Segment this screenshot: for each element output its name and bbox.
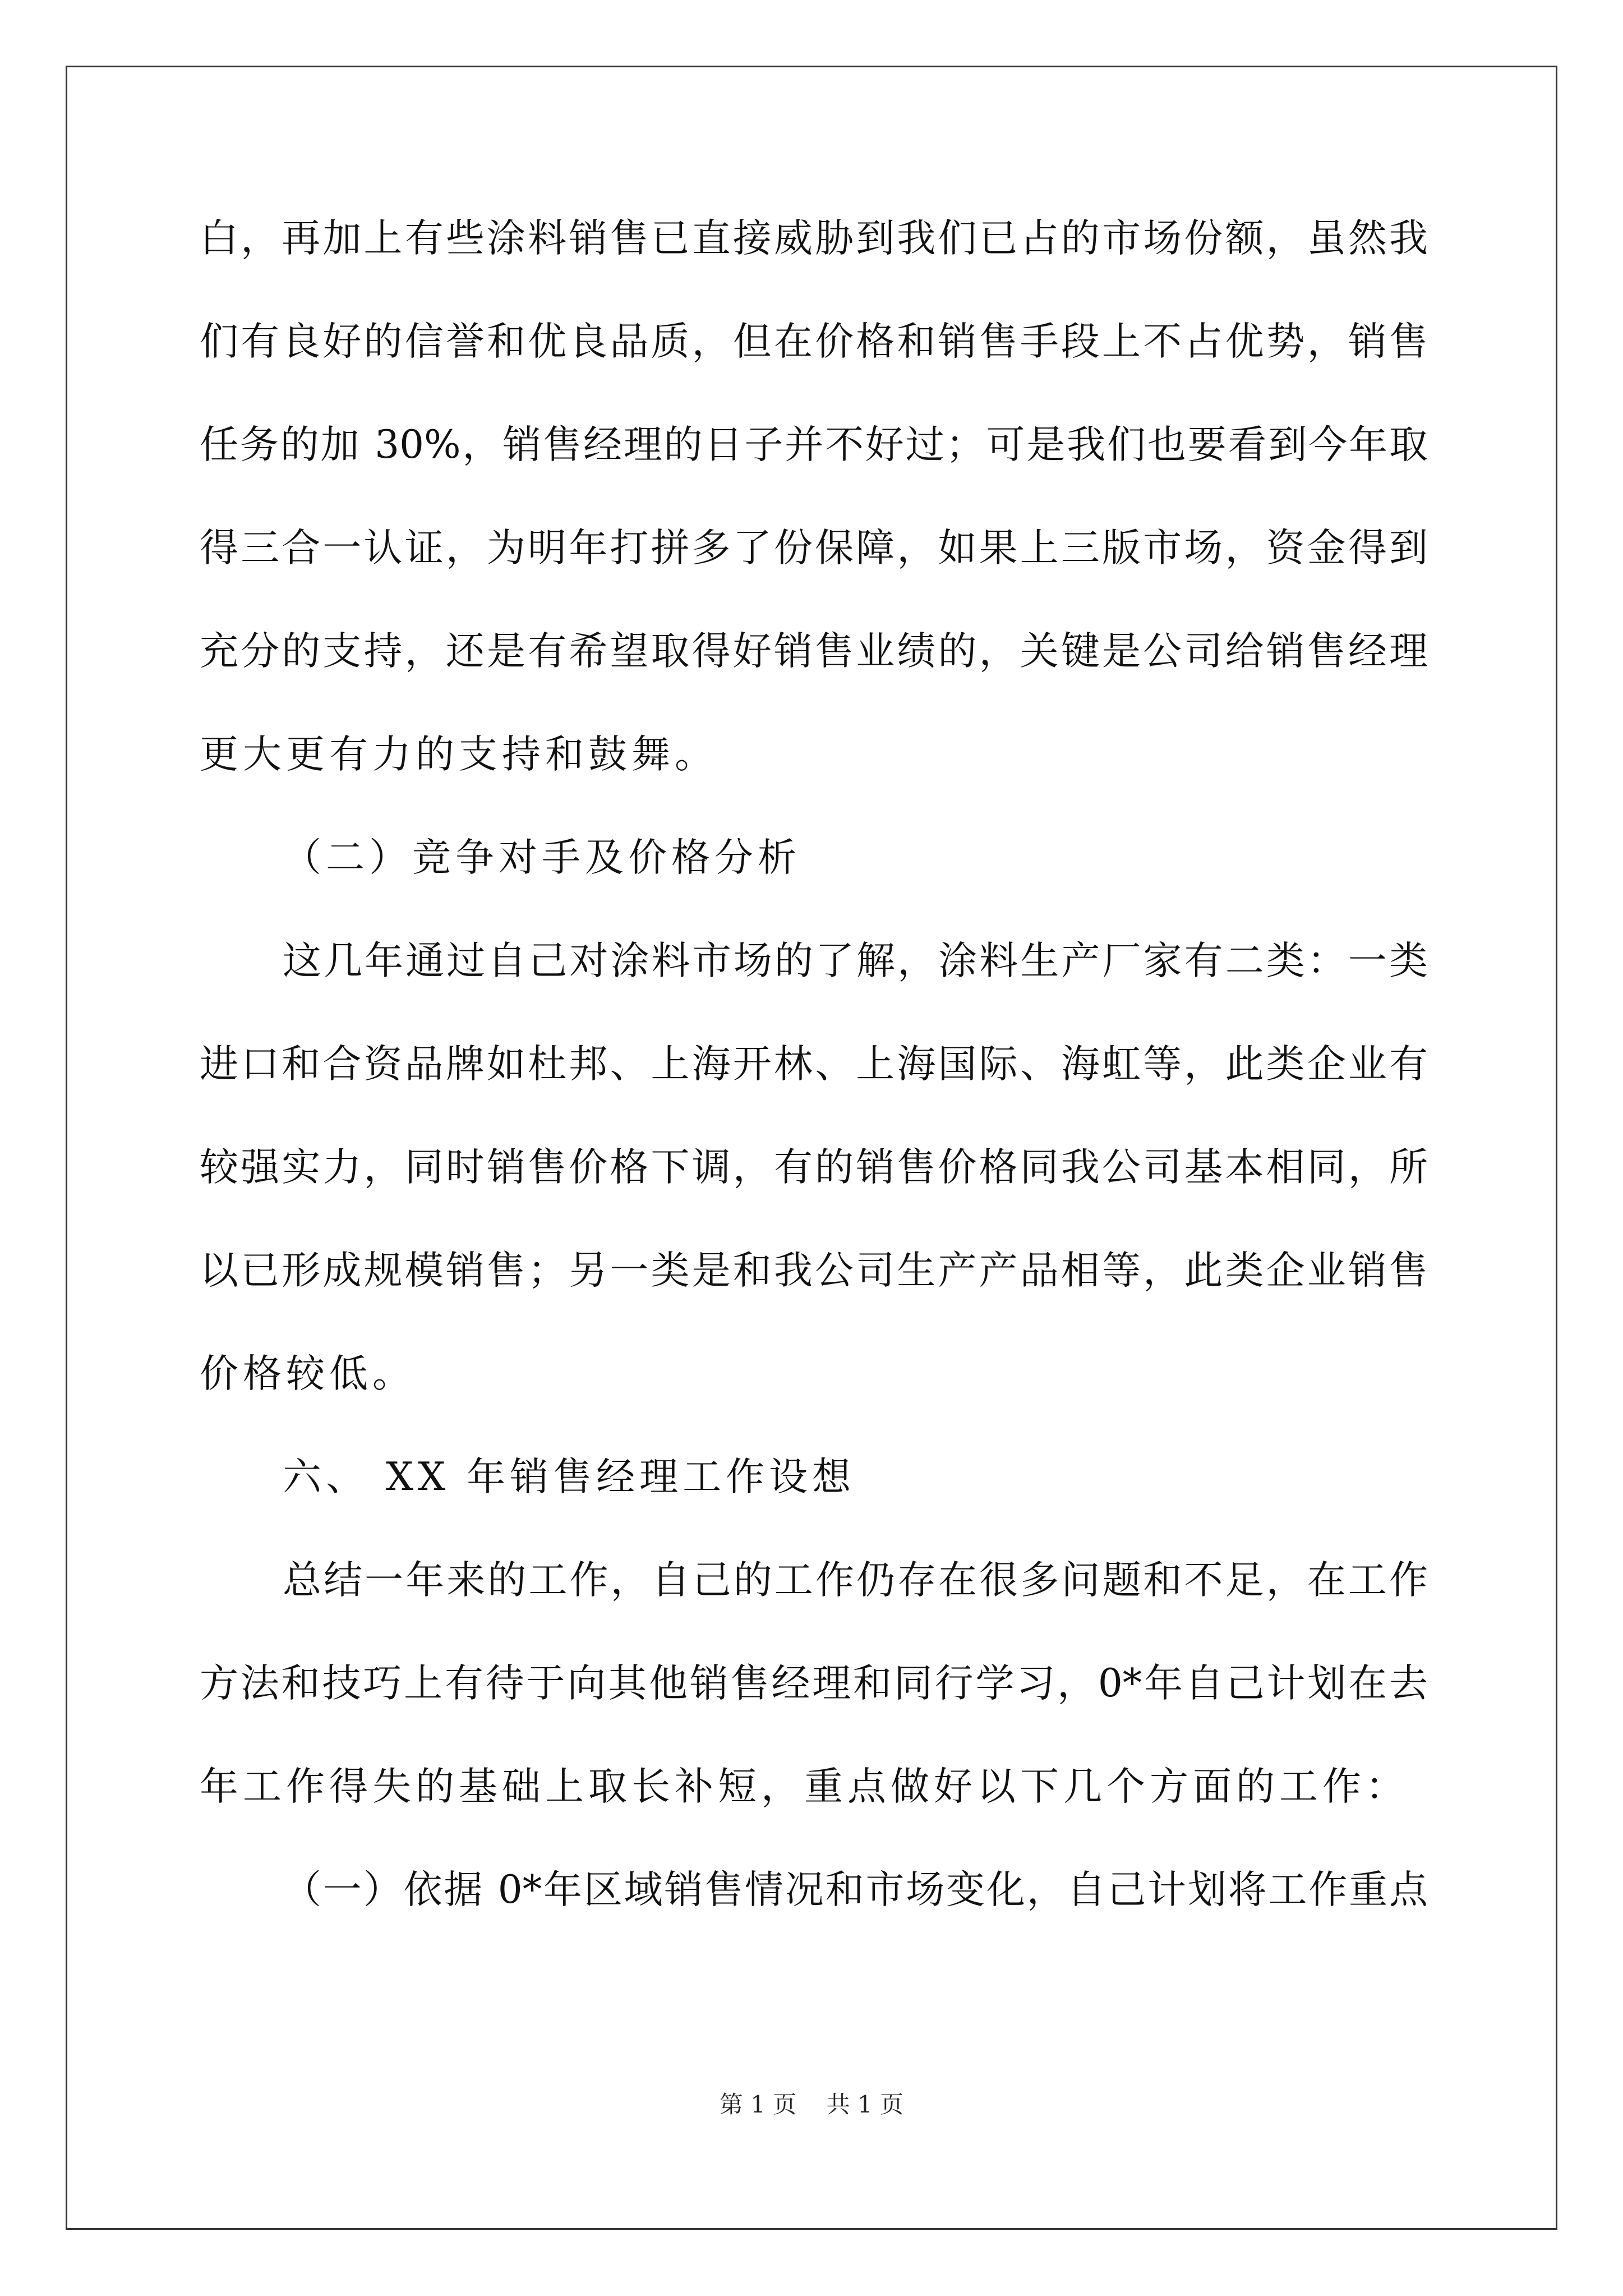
text-line: 价格较低。 bbox=[200, 1351, 416, 1396]
text-line: 任务的加 30%，销售经理的日子并不好过；可是我们也要看到今年取 bbox=[200, 422, 1428, 467]
text-line: 白，再加上有些涂料销售已直接威胁到我们已占的市场份额，虽然我 bbox=[200, 216, 1428, 261]
text-line: 们有良好的信誉和优良品质，但在价格和销售手段上不占优势，销售 bbox=[200, 319, 1428, 364]
text-line: 方法和技巧上有待于向其他销售经理和同行学习，0*年自己计划在去 bbox=[200, 1661, 1428, 1706]
page-footer bbox=[0, 2088, 1623, 2122]
section-heading: 六、 XX 年销售经理工作设想 bbox=[283, 1455, 856, 1499]
text-line: 进口和合资品牌如杜邦、上海开林、上海国际、海虹等，此类企业有 bbox=[200, 1042, 1428, 1087]
text-line: 充分的支持，还是有希望取得好销售业绩的，关键是公司给销售经理 bbox=[200, 629, 1428, 674]
page-number: 第 1 页 共 1 页 bbox=[719, 2091, 904, 2118]
text-line: 这几年通过自己对涂料市场的了解，涂料生产厂家有二类：一类 bbox=[283, 938, 1428, 983]
text-line: 得三合一认证，为明年打拼多了份保障，如果上三版市场，资金得到 bbox=[200, 526, 1428, 570]
text-line: 较强实力，同时销售价格下调，有的销售价格同我公司基本相同，所 bbox=[200, 1145, 1428, 1190]
section-heading: （二）竞争对手及价格分析 bbox=[283, 835, 801, 880]
text-line: 年工作得失的基础上取长补短，重点做好以下几个方面的工作： bbox=[200, 1764, 1409, 1809]
text-line: 以已形成规模销售；另一类是和我公司生产产品相等，此类企业销售 bbox=[200, 1248, 1428, 1293]
text-line: 更大更有力的支持和鼓舞。 bbox=[200, 732, 718, 777]
text-line: （一）依据 0*年区域销售情况和市场变化，自己计划将工作重点 bbox=[283, 1867, 1428, 1912]
text-line: 总结一年来的工作，自己的工作仍存在很多问题和不足，在工作 bbox=[283, 1558, 1428, 1603]
